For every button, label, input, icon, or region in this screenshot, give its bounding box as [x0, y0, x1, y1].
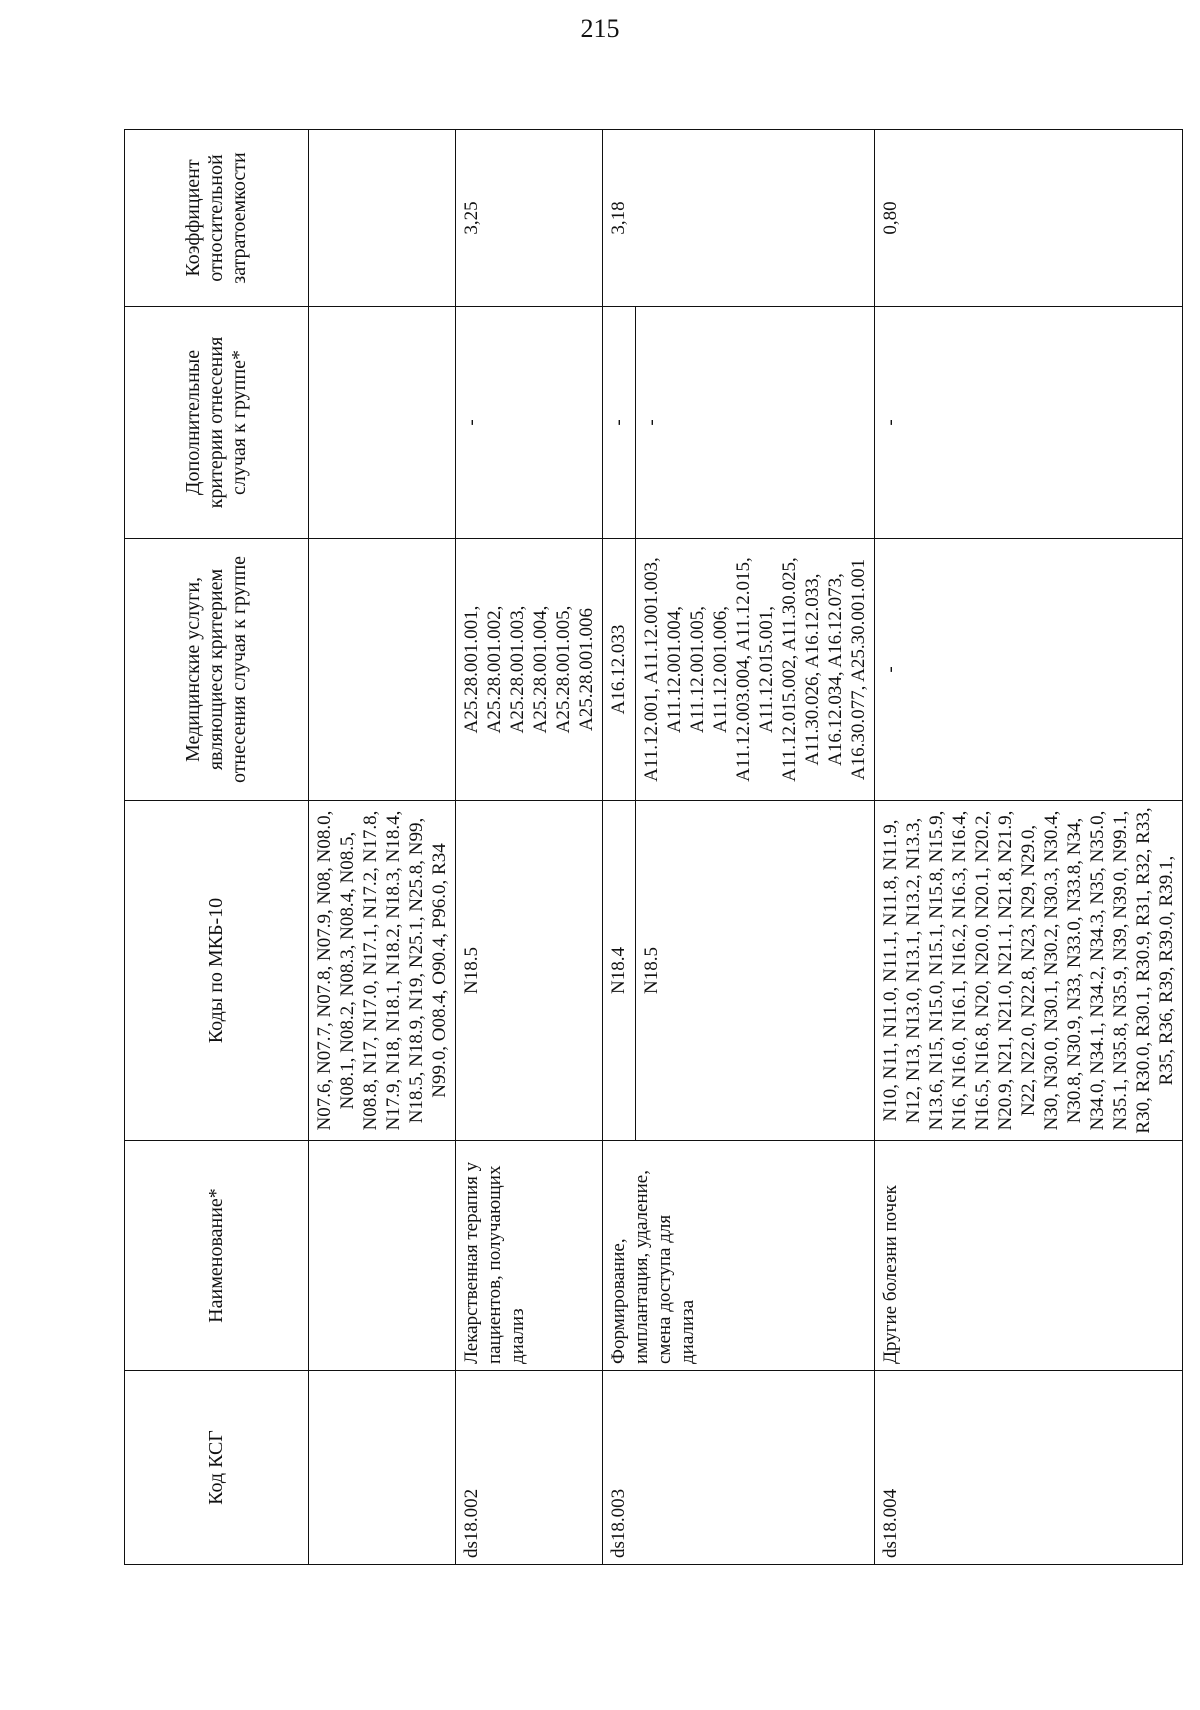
- rotated-table-container: [124, 130, 1177, 1565]
- cell-code: ds18.002: [456, 1371, 603, 1565]
- ksg-table: [124, 129, 1183, 1565]
- header-extra-criteria: Дополнительные критерии отнесения случая к группе*: [125, 307, 309, 539]
- cell-code: ds18.003: [603, 1371, 875, 1565]
- cell-services: A16.12.033: [603, 539, 636, 801]
- table-row: [603, 130, 636, 1565]
- cell-extra: -: [875, 307, 1183, 539]
- cell-code: [309, 1371, 456, 1565]
- cell-extra: -: [456, 307, 603, 539]
- cell-coef: 0,80: [875, 130, 1183, 307]
- header-mkb-codes: Коды по МКБ-10: [125, 801, 309, 1141]
- cell-services: -: [875, 539, 1183, 801]
- cell-name: Формирование, имплантация, удаление, смена доступа для диализа: [603, 1141, 875, 1371]
- cell-name: Лекарственная терапия у пациентов, получающих диализ: [456, 1141, 603, 1371]
- cell-coef: 3,18: [603, 130, 875, 307]
- cell-services: A25.28.001.001, A25.28.001.002, A25.28.001.003, A25.28.001.004, A25.28.001.005, A25.28.001.006: [456, 539, 603, 801]
- cell-mkb: N18.5: [636, 801, 875, 1141]
- cell-name: [309, 1141, 456, 1371]
- header-ksg-code: Код КСГ: [125, 1371, 309, 1565]
- page-number: 215: [580, 14, 620, 43]
- cell-mkb: N10, N11, N11.0, N11.1, N11.8, N11.9, N12, N13, N13.0, N13.1, N13.2, N13.3, N13.6, N15, N15.0, N15.1, N15.8, N15.9, N16, N16.0, N16.1, N16.2, N16.3, N16.4, N16.5, N16.8, N20, N20.0, N20.1, N20.2, N20.9, N21, N21.0, N21.1, N21.8, N21.9, N22, N22.0, N22.8, N23, N29, N29.0, N30, N30.0, N30.1, N30.2, N30.3, N30.4, N30.8, N30.9, N33, N33.0, N33.8, N34, N34.0, N34.1, N34.2, N34.3, N35, N35.0, N35.1, N35.8, N35.9, N39, N39.0, N99.1, R30, R30.0, R30.1, R30.9, R31, R32, R33, R35, R36, R39, R39.0, R39.1,: [875, 801, 1183, 1141]
- cell-mkb: N18.4: [603, 801, 636, 1141]
- table-row: [309, 130, 456, 1565]
- cell-coef: [309, 130, 456, 307]
- header-coefficient: Коэффициент относительной затратоемкости: [125, 130, 309, 307]
- cell-mkb: N07.6, N07.7, N07.8, N07.9, N08, N08.0, N08.1, N08.2, N08.3, N08.4, N08.5, N08.8, N17, N17.0, N17.1, N17.2, N17.8, N17.9, N18, N18.1, N18.2, N18.3, N18.4, N18.5, N18.9, N19, N25.1, N25.8, N99, N99.0, O08.4, O90.4, P96.0, R34: [309, 801, 456, 1141]
- table-row: [456, 130, 603, 1565]
- cell-coef: 3,25: [456, 130, 603, 307]
- cell-extra: -: [636, 307, 875, 539]
- header-services: Медицинские услуги, являющиеся критерием отнесения случая к группе: [125, 539, 309, 801]
- cell-code: ds18.004: [875, 1371, 1183, 1565]
- table-header-row: [125, 130, 309, 1565]
- cell-name: Другие болезни почек: [875, 1141, 1183, 1371]
- table-row: [875, 130, 1183, 1565]
- cell-services: A11.12.001, A11.12.001.003, A11.12.001.004, A11.12.001.005, A11.12.001.006, A11.12.003.004, A11.12.015, A11.12.015.001, A11.12.015.002, A11.30.025, A11.30.026, A16.12.033, A16.12.034, A16.12.073, A16.30.077, A25.30.001.001: [636, 539, 875, 801]
- header-name: Наименование*: [125, 1141, 309, 1371]
- cell-services: [309, 539, 456, 801]
- cell-extra: -: [603, 307, 636, 539]
- cell-mkb: N18.5: [456, 801, 603, 1141]
- cell-extra: [309, 307, 456, 539]
